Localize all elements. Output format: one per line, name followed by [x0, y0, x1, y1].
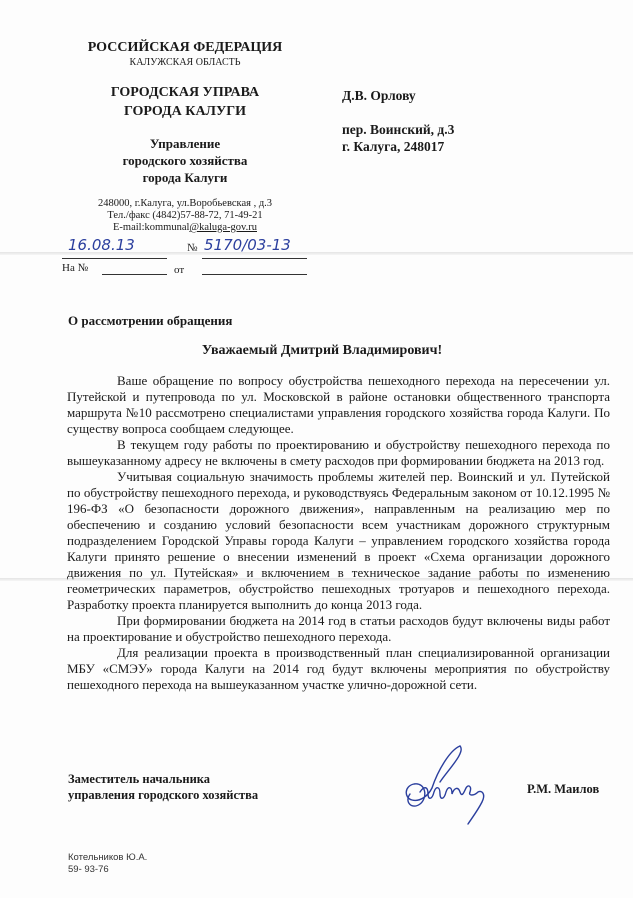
signer-name: Р.М. Маилов: [527, 782, 600, 796]
handwritten-signature: [398, 742, 498, 827]
executor-block: [68, 852, 147, 876]
email-link[interactable]: @kaluga-gov.ru: [189, 222, 257, 233]
reference-block: [62, 262, 312, 278]
signer-title-line-1: Заместитель начальника: [68, 772, 211, 786]
paragraph: При формировании бюджета на 2014 год в статьи расходов будут включены виды работ на проектирование и обустройство пешеходного перехода.: [67, 613, 610, 644]
reference-number-blank: [102, 274, 167, 275]
date-underline: [62, 258, 167, 259]
org-address: 248000, г.Калуга, ул.Воробьевская , д.3: [97, 198, 273, 209]
letterhead-country: РОССИЙСКАЯ ФЕДЕРАЦИЯ: [87, 40, 283, 55]
paragraph: В текущем году работы по проектированию и обустройству пешеходного перехода по вышеуказанному адресу не включены в смету расходов при формировании бюджета на 2013 год.: [67, 437, 610, 468]
letterhead-contacts: [70, 198, 300, 234]
executor-name: Котельников Ю.А.: [68, 852, 148, 863]
letter-body: [67, 373, 610, 693]
paragraph: Ваше обращение по вопросу обустройства пешеходного перехода на пересечении ул. Путейской и путепровода по ул. Московской в районе остановки общественного транспорта маршрута №10 рассмотрено специалистами управления городского хозяйства города Калуги. По существу вопроса сообщаем следующее.: [67, 373, 610, 436]
recipient-street: пер. Воинский, д.3: [342, 122, 455, 137]
signer-title: [68, 771, 258, 803]
letterhead-organization: [70, 83, 300, 121]
registration-date: 16.08.13: [68, 236, 135, 254]
recipient-name: Д.В. Орлову: [342, 88, 416, 103]
recipient-block: [342, 87, 454, 155]
registration-block: [62, 236, 312, 260]
signer-title-line-2: управления городского хозяйства: [68, 788, 259, 802]
org-email: [70, 222, 300, 234]
paragraph: Учитывая социальную значимость проблемы жителей пер. Воинский и ул. Путейской по обустройству пешеходного перехода, и руководствуясь Федеральным законом от 10.12.1995 № 196-ФЗ «О безопасности дорожного движения», направленным на реализацию мер по обеспечению и созданию условий безопасности всем участникам дорожного структурным подразделением Городской Управы города Калуги – управлением городского хозяйства города Калуги принято решение о внесении изменений в проект «Схема организации дорожного движения по ул. Путейская» и включением в техническое задание работы по изменению геометрических параметров, обустройство пешеходных тротуаров и пешеходного перехода. Разработку проекта планируется выполнить до конца 2013 года.: [67, 469, 610, 612]
letterhead-region: КАЛУЖСКАЯ ОБЛАСТЬ: [129, 57, 241, 68]
salutation: Уважаемый Дмитрий Владимирович!: [201, 343, 443, 358]
org-line-1: ГОРОДСКАЯ УПРАВА: [110, 85, 260, 100]
executor-phone: 59- 93-76: [68, 864, 109, 875]
registration-number: 5170/03-13: [204, 236, 291, 254]
reference-date-blank: [202, 274, 307, 275]
paragraph: Для реализации проекта в производственный план специализированной организации МБУ «СМЭУ» города Калуги на 2014 год будут включены мероприятия по обустройству пешеходного перехода на вышеуказанном участке улично-дорожной сети.: [67, 645, 610, 692]
reference-label: На №: [62, 262, 89, 274]
email-label: E-mail:kommunal: [113, 222, 190, 233]
org-line-2: ГОРОДА КАЛУГИ: [123, 104, 247, 119]
dept-line-2: городского хозяйства: [122, 153, 248, 168]
dept-line-1: Управление: [149, 136, 221, 151]
letterhead-department: [70, 135, 300, 186]
org-phone: Тел./факс (4842)57-88-72, 71-49-21: [107, 210, 263, 221]
letter-subject: О рассмотрении обращения: [68, 313, 233, 328]
number-label: №: [187, 242, 198, 254]
reference-from-label: от: [174, 264, 185, 276]
dept-line-3: города Калуги: [142, 170, 228, 185]
number-underline: [202, 258, 307, 259]
recipient-city: г. Калуга, 248017: [342, 139, 445, 154]
